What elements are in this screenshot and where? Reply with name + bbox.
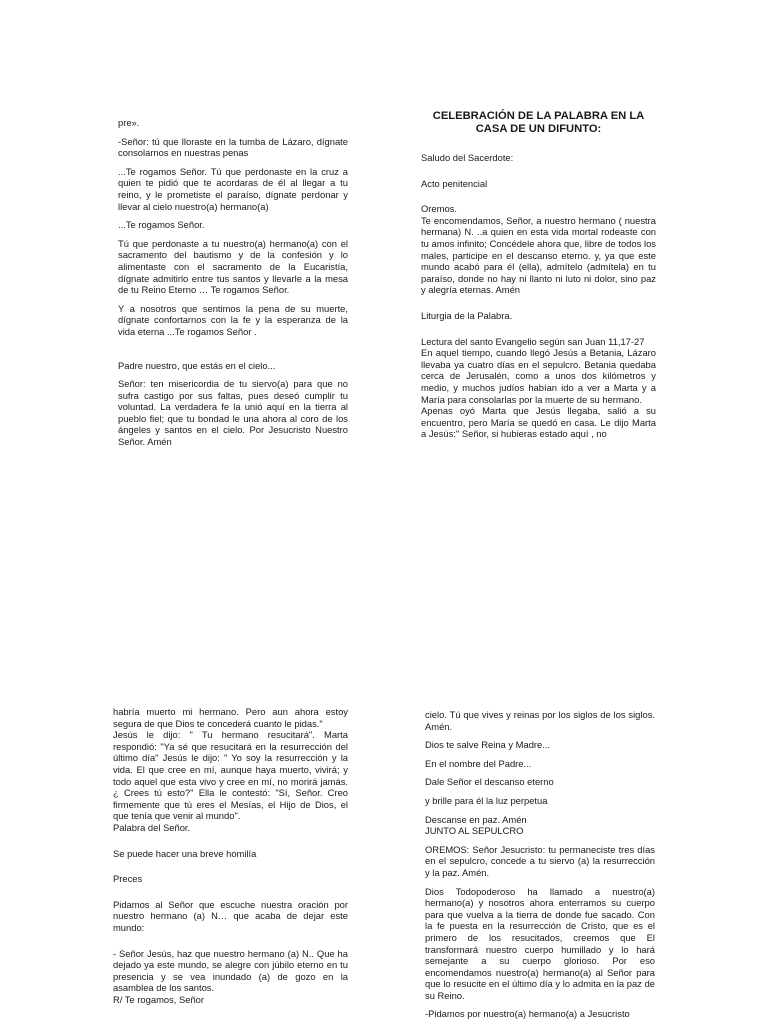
paragraph: Saludo del Sacerdote: bbox=[421, 152, 514, 163]
paragraph: Descanse en paz. Amén bbox=[425, 813, 527, 825]
paragraph: Lectura del santo Evangelio según san Juan 11,17-27 bbox=[421, 335, 645, 347]
paragraph: cielo. Tú que vives y reinas por los siglos de los siglos. Amén. bbox=[425, 709, 655, 732]
paragraph: Señor: ten misericordia de tu siervo(a) para que no sufra castigo por sus faltas, pues deseó cumplir tu voluntad. La verdadera fe la unió aquí en la tierra al pueblo fiel; que tu bondad le una ahora al coro de los ángeles y santos en el cielo. Por Jesucristo Nuestro Señor. Amén bbox=[118, 378, 348, 448]
column-bottom-left bbox=[113, 706, 348, 1005]
paragraph: Se puede hacer una breve homilía bbox=[113, 847, 257, 859]
column-bottom-right bbox=[425, 709, 655, 1027]
paragraph: - Señor Jesús, haz que nuestro hermano (a) N.. Que ha dejado ya este mundo, se alegre con júbilo eterno en tu presencia y se vea inundado (a) de gozo en la asamblea de los santos. bbox=[113, 947, 348, 994]
paragraph: En aquel tiempo, cuando llegó Jesús a Betania, Lázaro llevaba ya cuatro días en el sepulcro. Betania quedaba cerca de Jerusalén, como a unos dos kilómetros y medio, y muchos judíos habían ido a ver a Marta y a María para consolarlas por la muerte de su hermano. bbox=[421, 347, 656, 405]
paragraph: ...Te rogamos Señor. bbox=[118, 219, 205, 231]
paragraph: Tú que perdonaste a tu nuestro(a) hermano(a) con el sacramento del bautismo y de la confesión y lo alimentaste con el sacramento de la Eucaristía, dígnate admitirlo entre tus santos y llevarle a la mesa de tu Reino Eterno … Te rogamos Señor. bbox=[118, 237, 348, 296]
paragraph: Te encomendamos, Señor, a nuestro hermano ( nuestra hermana) N. ..a quien en esta vida mortal rodeaste con tu amos infinito; Concédele ahora que, libre de todos los males, participe en el descanso eterno. y, ya que este mundo acabó para él (ella), admítelo (admítela) en tu paraíso, donde no hay ni llanto ni luto ni dolor, sino paz y alegría eternas. Amén bbox=[421, 214, 656, 296]
paragraph: y brille para él la luz perpetua bbox=[425, 794, 548, 806]
paragraph: Padre nuestro, que estás en el cielo... bbox=[118, 359, 276, 371]
paragraph: Dios te salve Reina y Madre... bbox=[425, 739, 551, 751]
paragraph: Y a nosotros que sentimos la pena de su muerte, dígnate confortarnos con la fe y la esperanza de la vida eterna ...Te rogamos Señor . bbox=[118, 302, 348, 337]
paragraph: Jesús le dijo: " Tu hermano resucitará". Marta respondió: "Ya sé que resucitará en la resurrección del último día" Jesús le dijo: " Yo soy la resurrección y la vida. El que cree en mí, aunque haya muerto, vivirá; y todo aquel que esta vivo y cree en mí, no morirá jamás. ¿ Crees tú esto?" Ella le contestó: "Sí, Señor. Creo firmemente que tú eres el Mesías, el Hijo de Dios, el que tenía que venir al mundo". bbox=[113, 729, 348, 822]
paragraph: Pidamos al Señor que escuche nuestra oración por nuestro hermano (a) N… que acaba de dejar este mundo: bbox=[113, 898, 348, 933]
paragraph: Dale Señor el descanso eterno bbox=[425, 776, 554, 788]
paragraph: En el nombre del Padre... bbox=[425, 757, 532, 769]
section-heading: JUNTO AL SEPULCRO bbox=[425, 825, 524, 837]
paragraph: Liturgia de la Palabra. bbox=[421, 309, 513, 321]
paragraph: -Pidamos por nuestro(a) hermano(a) a Jesucristo bbox=[425, 1008, 630, 1020]
column-top-left bbox=[118, 117, 348, 455]
paragraph: habría muerto mi hermano. Pero aun ahora estoy segura de que Dios te concederá cuanto le pidas." bbox=[113, 706, 348, 729]
column-top-right bbox=[421, 110, 656, 440]
paragraph: Oremos. bbox=[421, 203, 457, 215]
paragraph: Dios Todopoderoso ha llamado a nuestro(a) hermano(a) y nosotros ahora enterramos su cuerpo para que vuelva a la tierra de donde fue sacado. Con la fe puesta en la resurrección de Cristo, que es el primero de los resucitados, creemos que El transformará nuestro cuerpo humillado y lo hará semejante a su cuerpo glorioso. Por eso encomendamos nuestro(a) hermano(a) al Señor para que lo resucite en el último día y lo admita en la paz de su Reino. bbox=[425, 885, 655, 1001]
document-title: CELEBRACIÓN DE LA PALABRA EN LA CASA DE UN DIFUNTO: bbox=[432, 110, 645, 135]
paragraph: OREMOS: Señor Jesucristo: tu permaneciste tres días en el sepulcro, concede a tu siervo (a) la resurrección y la paz. Amén. bbox=[425, 843, 655, 878]
paragraph: ...Te rogamos Señor. Tú que perdonaste en la cruz a quien te pidió que te acordaras de él al llegar a tu reino, y le prometiste el paraíso, dígnate perdonar y llevar al cielo nuestro(a) hermano(a) bbox=[118, 165, 348, 212]
paragraph: Apenas oyó Marta que Jesús llegaba, salió a su encuentro, pero María se quedó en casa. Le dijo Marta a Jesús:" Señor, si hubieras estado aquí , no bbox=[421, 405, 656, 440]
paragraph: Acto penitencial bbox=[421, 177, 488, 189]
paragraph: Palabra del Señor. bbox=[113, 821, 191, 833]
paragraph: R/ Te rogamos, Señor bbox=[113, 993, 205, 1005]
paragraph: Preces bbox=[113, 873, 143, 885]
paragraph: pre». bbox=[118, 117, 140, 128]
paragraph: -Señor: tú que lloraste en la tumba de Lázaro, dígnate consolarnos en nuestras penas bbox=[118, 135, 348, 159]
